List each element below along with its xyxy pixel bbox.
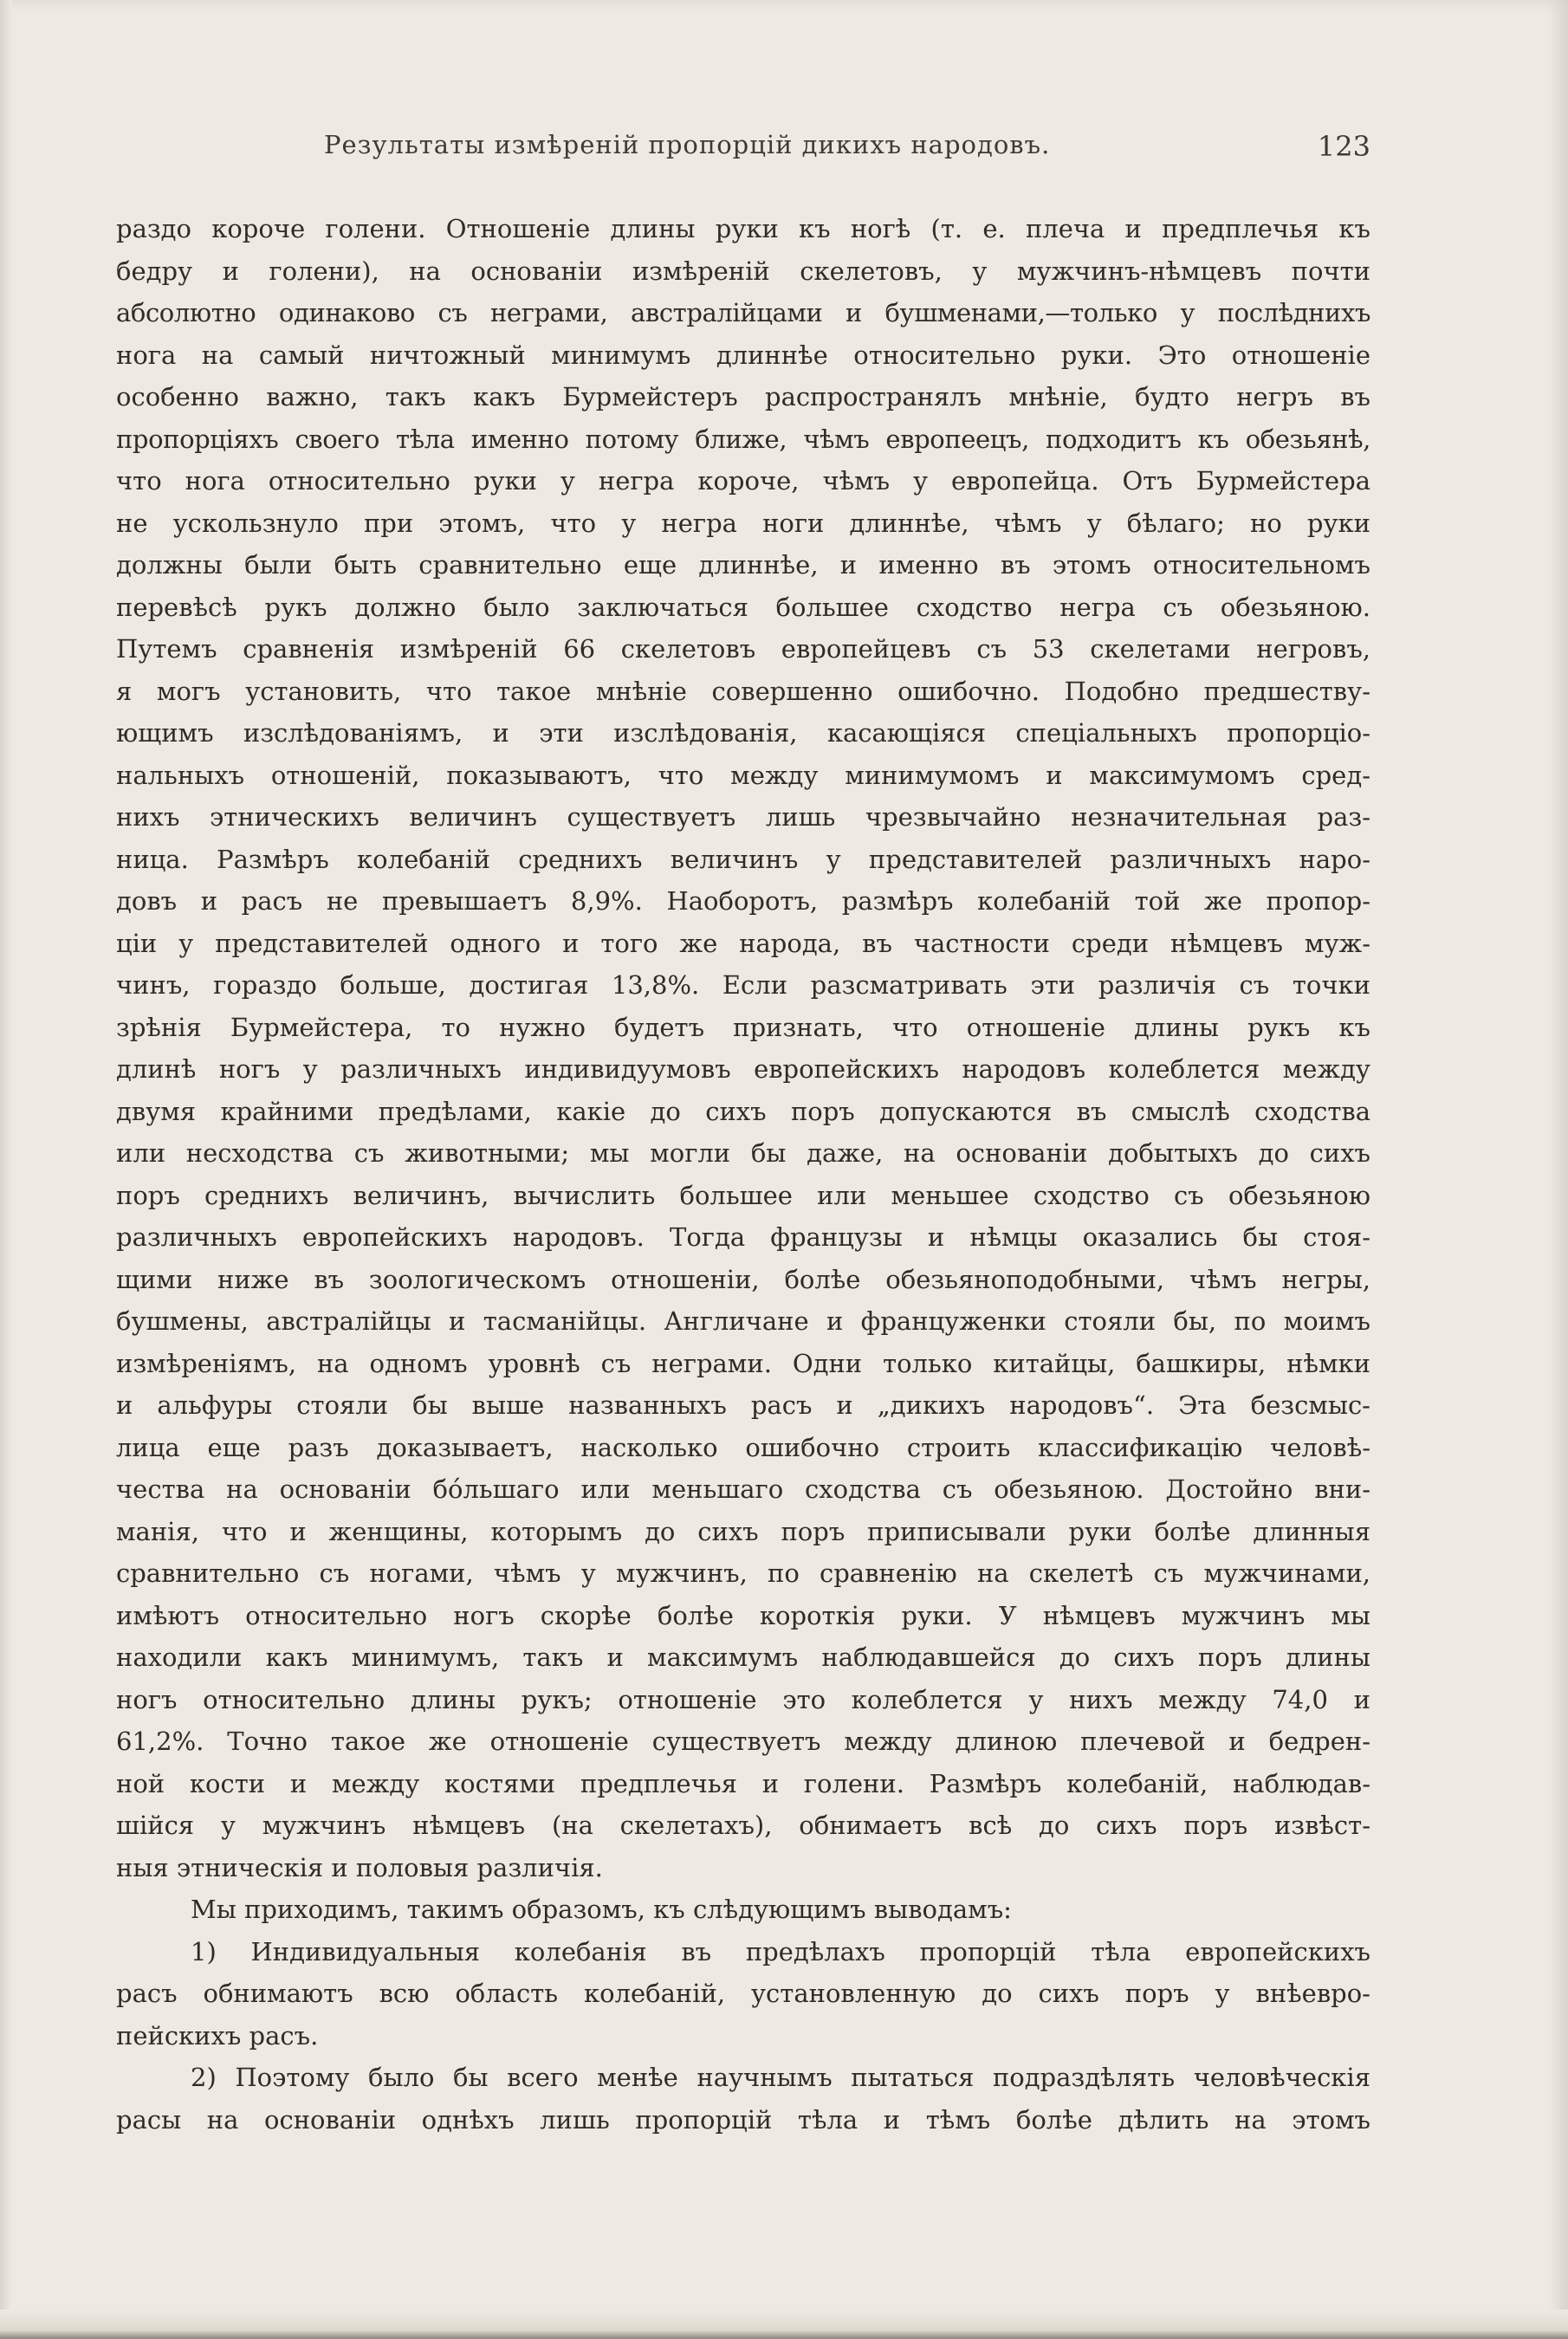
text-line: ница. Размѣръ колебаній среднихъ величинъ у представителей различныхъ наро- bbox=[116, 844, 1370, 874]
text-line: ющимъ изслѣдованіямъ, и эти изслѣдованія, касающіяся спеціальныхъ пропорціо- bbox=[116, 718, 1370, 748]
text-line: бедру и голени), на основаніи измѣреній скелетовъ, у мужчинъ-нѣмцевъ почти bbox=[116, 256, 1370, 286]
text-line: я могъ установить, что такое мнѣніе совершенно ошибочно. Подобно предшеству- bbox=[116, 676, 1370, 706]
paragraph-first-line: 2) Поэтому было бы всего менѣе научнымъ пытаться подраздѣлять человѣческія bbox=[191, 2063, 1370, 2092]
text-line: расы на основаніи однѣхъ лишь пропорцій тѣла и тѣмъ болѣе дѣлить на этомъ bbox=[116, 2104, 1370, 2135]
text-line: 61,2%. Точно такое же отношеніе существуетъ между длиною плечевой и бедрен- bbox=[116, 1727, 1370, 1756]
text-line: находили какъ минимумъ, такъ и максимумъ наблюдавшейся до сихъ поръ длины bbox=[116, 1642, 1370, 1672]
text-line: двумя крайними предѣлами, какіе до сихъ поръ допускаются въ смыслѣ сходства bbox=[116, 1096, 1370, 1126]
text-line: имѣютъ относительно ногъ скорѣе болѣе короткія руки. У нѣмцевъ мужчинъ мы bbox=[116, 1600, 1370, 1630]
running-title: Результаты измѣреній пропорцій дикихъ народовъ. bbox=[324, 130, 1051, 159]
text-line: ныя этническія и половыя различія. bbox=[116, 1852, 603, 1882]
text-line: чества на основаніи бóльшаго или меньшаго сходства съ обезьяною. Достойно вни- bbox=[116, 1474, 1370, 1504]
text-line: манія, что и женщины, которымъ до сихъ поръ приписывали руки болѣе длинныя bbox=[116, 1516, 1370, 1546]
text-line: расъ обнимаютъ всю область колебаній, установленную до сихъ поръ у внѣевро- bbox=[116, 1979, 1370, 2008]
paragraph-first-line: Мы приходимъ, такимъ образомъ, къ слѣдующимъ выводамъ: bbox=[191, 1895, 1012, 1924]
text-line: шійся у мужчинъ нѣмцевъ (на скелетахъ), обнимаетъ всѣ до сихъ поръ извѣст- bbox=[116, 1811, 1370, 1840]
text-line: особенно важно, такъ какъ Бурмейстеръ распространялъ мнѣніе, будто негръ въ bbox=[116, 382, 1370, 411]
text-line: чинъ, гораздо больше, достигая 13,8%. Если разсматривать эти различія съ точки bbox=[116, 970, 1370, 1000]
text-line: зрѣнія Бурмейстера, то нужно будетъ признать, что отношеніе длины рукъ къ bbox=[116, 1012, 1370, 1042]
page-header bbox=[116, 130, 1370, 173]
text-line: щими ниже въ зоологическомъ отношеніи, болѣе обезьяноподобными, чѣмъ негры, bbox=[116, 1264, 1370, 1294]
page-edge-bottom bbox=[0, 2310, 1568, 2339]
text-line: нальныхъ отношеній, показываютъ, что между минимумомъ и максимумомъ сред- bbox=[116, 760, 1370, 790]
text-line: Путемъ сравненія измѣреній 66 скелетовъ европейцевъ съ 53 скелетами негровъ, bbox=[116, 634, 1370, 664]
text-line: или несходства съ животными; мы могли бы даже, на основаніи добытыхъ до сихъ bbox=[116, 1138, 1370, 1168]
text-line: пейскихъ расъ. bbox=[116, 2020, 319, 2051]
text-line: раздо короче голени. Отношеніе длины руки къ ногѣ (т. е. плеча и предплечья къ bbox=[116, 214, 1370, 243]
text-line: должны были быть сравнительно еще длиннѣе, и именно въ этомъ относительномъ bbox=[116, 550, 1370, 580]
text-line: поръ среднихъ величинъ, вычислить большее или меньшее сходство съ обезьяною bbox=[116, 1180, 1370, 1210]
text-line: измѣреніямъ, на одномъ уровнѣ съ неграми. Одни только китайцы, башкиры, нѣмки bbox=[116, 1348, 1370, 1378]
text-line: бушмены, австралійцы и тасманійцы. Англичане и француженки стояли бы, по моимъ bbox=[116, 1306, 1370, 1336]
paragraph-first-line: 1) Индивидуальныя колебанія въ предѣлахъ пропорцій тѣла европейскихъ bbox=[191, 1936, 1370, 1966]
text-line: что нога относительно руки у негра короче, чѣмъ у европейца. Отъ Бурмейстера bbox=[116, 466, 1370, 496]
text-line: лица еще разъ доказываетъ, насколько ошибочно строить классификацію человѣ- bbox=[116, 1432, 1370, 1462]
text-line: пропорціяхъ своего тѣла именно потому ближе, чѣмъ европеецъ, подходитъ къ обезьянѣ, bbox=[116, 424, 1370, 454]
text-line: абсолютно одинаково съ неграми, австралійцами и бушменами,—только у послѣднихъ bbox=[116, 298, 1370, 327]
text-line: сравнительно съ ногами, чѣмъ у мужчинъ, по сравненію на скелетѣ съ мужчинами, bbox=[116, 1558, 1370, 1588]
text-line: ціи у представителей одного и того же народа, въ частности среди нѣмцевъ муж- bbox=[116, 928, 1370, 958]
text-line: ногъ относительно длины рукъ; отношеніе это колеблется у нихъ между 74,0 и bbox=[116, 1684, 1370, 1714]
text-line: и альфуры стояли бы выше названныхъ расъ и „дикихъ народовъ“. Эта безсмыс- bbox=[116, 1390, 1370, 1420]
text-line: длинѣ ногъ у различныхъ индивидуумовъ европейскихъ народовъ колеблется между bbox=[116, 1054, 1370, 1084]
text-line: перевѣсѣ рукъ должно было заключаться большее сходство негра съ обезьяною. bbox=[116, 592, 1370, 622]
text-line: не ускользнуло при этомъ, что у негра ноги длиннѣе, чѣмъ у бѣлаго; но руки bbox=[116, 508, 1370, 538]
page-edge-left bbox=[0, 0, 12, 2339]
text-line: ной кости и между костями предплечья и голени. Размѣръ колебаній, наблюдав- bbox=[116, 1768, 1370, 1798]
text-line: довъ и расъ не превышаетъ 8,9%. Наоборотъ, размѣръ колебаній той же пропор- bbox=[116, 886, 1370, 916]
page-number: 123 bbox=[1317, 130, 1370, 163]
text-line: различныхъ европейскихъ народовъ. Тогда французы и нѣмцы оказались бы стоя- bbox=[116, 1222, 1370, 1252]
text-line: нихъ этническихъ величинъ существуетъ лишь чрезвычайно незначительная раз- bbox=[116, 802, 1370, 832]
text-line: нога на самый ничтожный минимумъ длиннѣе относительно руки. Это отношеніе bbox=[116, 340, 1370, 370]
body-text bbox=[116, 208, 1370, 2218]
